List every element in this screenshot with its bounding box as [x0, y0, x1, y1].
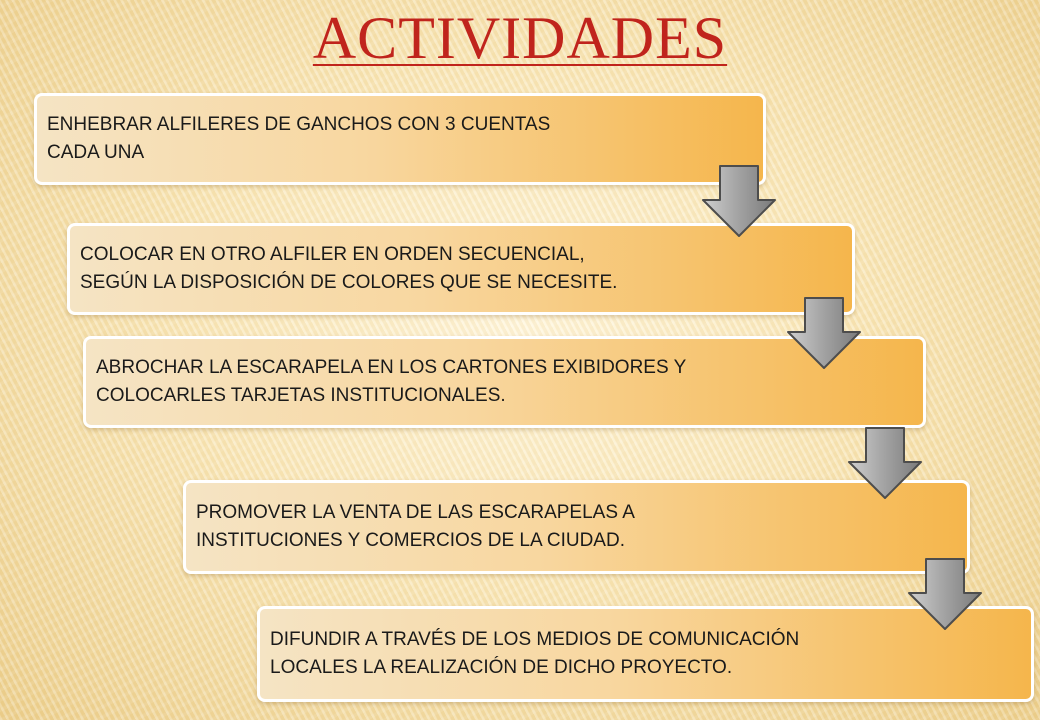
page-title: ACTIVIDADES: [312, 5, 728, 71]
arrow-down-icon: [700, 164, 778, 238]
arrow-down-icon: [785, 296, 863, 370]
step-3-text: ABROCHAR LA ESCARAPELA EN LOS CARTONES EXIBIDORES Y COLOCARLES TARJETAS INSTITUCIONALES.: [96, 357, 687, 406]
arrow-down-icon: [906, 557, 984, 631]
step-2-text: COLOCAR EN OTRO ALFILER EN ORDEN SECUENCIAL, SEGÚN LA DISPOSICIÓN DE COLORES QUE SE NECESITE.: [80, 244, 618, 293]
step-4-text: PROMOVER LA VENTA DE LAS ESCARAPELAS A INSTITUCIONES Y COMERCIOS DE LA CIUDAD.: [196, 502, 635, 551]
step-1-text: ENHEBRAR ALFILERES DE GANCHOS CON 3 CUENTAS CADA UNA: [47, 114, 551, 163]
step-5-text: DIFUNDIR A TRAVÉS DE LOS MEDIOS DE COMUNICACIÓN LOCALES LA REALIZACIÓN DE DICHO PROYECTO.: [270, 629, 800, 678]
step-1: [34, 93, 766, 185]
arrow-down-icon: [846, 426, 924, 500]
title-container: [0, 4, 1040, 73]
